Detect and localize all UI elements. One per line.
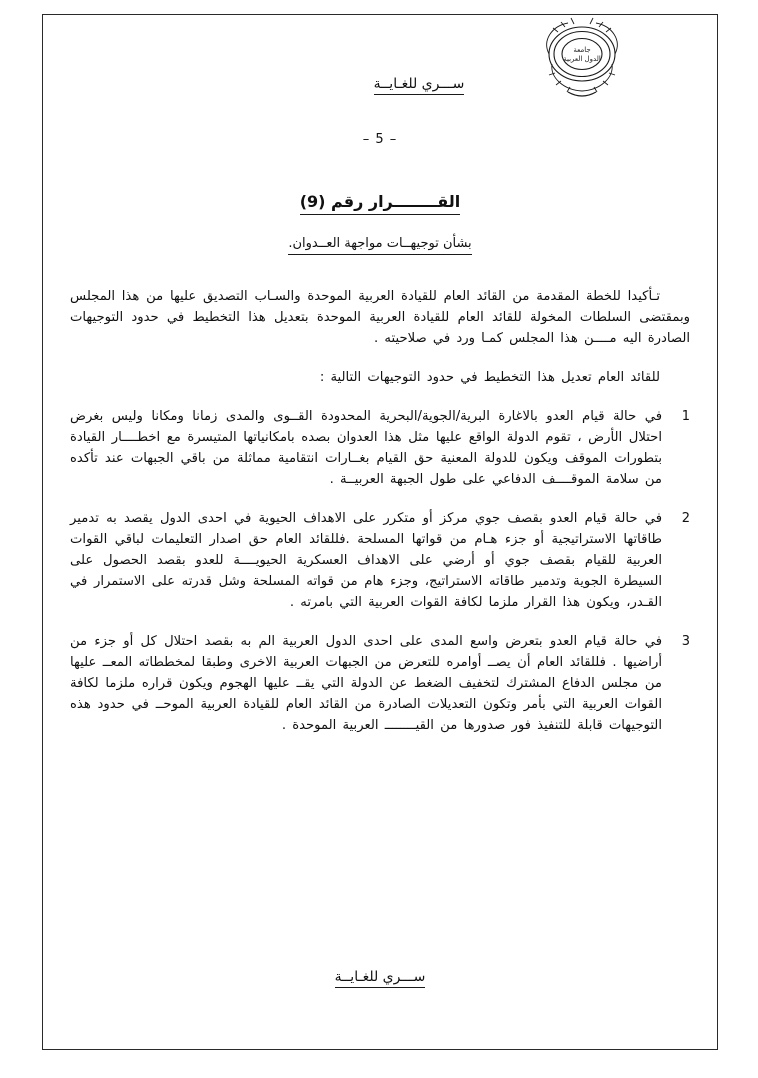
- clause-number: 2: [681, 511, 690, 526]
- clause-item: [70, 631, 690, 736]
- svg-text:جامعة: جامعة: [573, 46, 591, 54]
- clause-item: [70, 406, 690, 490]
- clause-text: في حالة قيام العدو بقصف جوي مركز أو متكرر على الاهداف الحيوية في احدى الدول يقصد به تدمير طاقاتها الاستراتيجية أو جزء هـام من قواتها المسلحة .فللقائد العام حق اصدار التعليمات لباقي القوات العربية للقيام بقصف جوي أو أرضي على الاهداف العسكرية الحيويــــة للعدو بقصد الحصول على السيطرة الجوية وتدمير طاقاته الاستراتيج، وجزء هام من قواته المسلحة وشل قدرته على الاستمرار في القـدر، ويكون هذا القرار ملزما لكافة القوات العربية التي بامرته .: [70, 511, 662, 610]
- clause-text: في حالة قيام العدو بالاغارة البرية/الجوية/البحرية المحدودة القــوى والمدى زمانا ومكانا وليس بغرض احتلال الأرض ، تقوم الدولة الواقع عليها مثل هذا العدوان بصده بامكانياتها المتيسرة مع اخطــــار القيادة بتطورات الموقف ويكون للدولة المعنية حق القيام بغــارات انتقامية مماثلة من باقي الجبهات عند تأكده من سلامة الموقــــف الدفاعي على طول الجبهة العربيــة .: [70, 409, 662, 487]
- classification-header: [324, 76, 514, 95]
- clause-number: 1: [681, 409, 690, 424]
- page-content: [42, 14, 718, 1050]
- preamble-paragraph: تـأكيدا للخطة المقدمة من القائد العام للقيادة العربية الموحدة والسـاب التصديق عليها من هذا المجلس وبمقتضى السلطات المخولة للقائد العام للقيادة العربية الموحدة بتعديل هذا التخطيط في حدود التوجيهات الصادرة اليه مــــن هذا المجلس كمـا ورد في صلاحيته .: [70, 289, 690, 346]
- arab-league-emblem-icon: [528, 16, 636, 98]
- page-title: [42, 192, 718, 215]
- classification-footer-text: ســـري للغـايــة: [335, 969, 426, 988]
- page-number: – 5 –: [362, 132, 398, 147]
- classification-header-text: ســـري للغـايــة: [374, 76, 465, 95]
- page-subtitle: [42, 236, 718, 255]
- classification-footer: [42, 969, 718, 988]
- clause-text: في حالة قيام العدو بتعرض واسع المدى على احدى الدول العربية الم به بقصد احتلال كل أو جزء من أراضيها . فللقائد العام أن يصــ أوامره للتعرض من الجبهات العربية الاخرى وطبقا لمخططاته المعــ عليها من مجلس الدفاع المشترك لتخفيف الضغط عن الدولة التي يقــ عليها الهجوم ويكون قراره ملزما لكافة القوات العربية التي بأمر وتكون التعديلات الصادرة من القائد العام للقيادة العربية الموحــ في حدود هذه التوجيهات قابلة للتنفيذ فور صدورها من القيــــــــ العربية الموحدة .: [70, 634, 662, 733]
- page-subtitle-text: بشأن توجيهــات مواجهة العــدوان.: [288, 236, 471, 255]
- lead-in-paragraph: للقائد العام تعديل هذا التخطيط في حدود التوجيهات التالية :: [319, 370, 660, 385]
- svg-text:الدول العربية: الدول العربية: [563, 55, 601, 63]
- page-title-text: القــــــــرار رقم (9): [300, 192, 461, 215]
- clause-item: [70, 508, 690, 613]
- document-body: [70, 286, 690, 754]
- clause-number: 3: [681, 634, 690, 649]
